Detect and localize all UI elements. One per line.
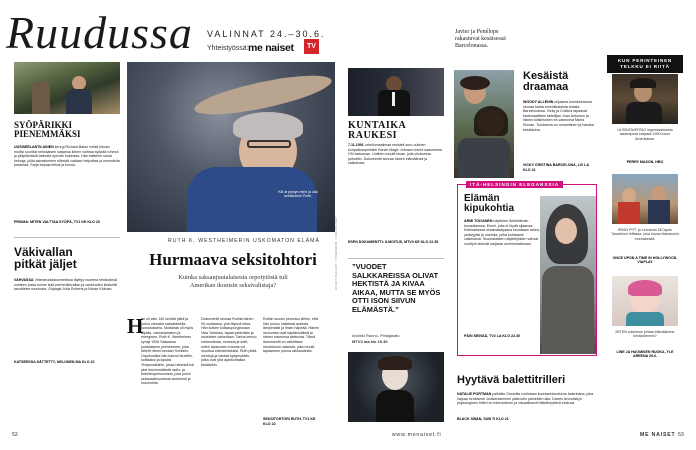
sidebar-item-1-text: UUSINTAVERSIO legendaarisesta asianajosta sarjasta 1990-luvun Amerikassa.: [617, 128, 673, 141]
feature-kicker: RUTH K. WESTHEIMERIN USKOMATON ELÄMÄ: [168, 238, 320, 244]
ali-title-line-2: RAUKESI: [348, 130, 398, 142]
ballet-lead: NATALIE PORTMAN: [457, 392, 492, 396]
kipu-lead: ARMI TOIVANEN: [464, 219, 493, 223]
kipu-photo: [540, 196, 596, 354]
sidebar-item-3-text: MITEN voisimme johtaa elämäämme kestävämmin?: [615, 330, 675, 339]
ballet-body: [457, 392, 597, 416]
feature-col1: än oli vain 140 senttiä pitkä ja puhui vahvalla saksalaisella korostuksella. Muttahän oli myös älykäs, vastustamaton ja energinen. Ruth K. Westheimer syntyi 1928 Saksassa juutalaiseen perheeseen, joka lähetti hänet turvaan Sveitsiin. Orpokodista hän kasvoi Israeliin, sotilaaksi ja lopulta Yhdysvaltoihin, jossa hänestä tuli yksi ensimmäisistä radio- ja televisiopersoonista, joka puhui seksuaalisuudesta avoimesti ja huumorilla.: [141, 317, 194, 386]
summer-title: [523, 71, 568, 93]
summer-body-text: ohjaama kolmiodraama seuraa kahta amerikkalaista turistia Barcelonassa. Vicky ja Cristina tapaavat karismaattisen taiteilijan Juan Antonion ja hänen tulisieluisen ex-vaimonsa María Elenan. Tuloksena on romanttinen ja hauska kesätarina.: [523, 100, 594, 132]
cancer-story-photo: [14, 62, 120, 114]
sidebar-item-2-text: BRAD PITT ja Leonardo DiCaprio Tarantinon leffassa, joka kuvaa Manssonin murhakesää.: [611, 228, 679, 241]
divider: [348, 258, 444, 259]
sidebar-item-3-photo: [612, 276, 678, 326]
kipu-badge: ITÄ-HELSINGIN ELEGANSSIA: [466, 181, 563, 188]
ali-body-text: urheilumaailmaa ravisteli suru-uutinen: koripallosupertähti Earvin Magic Johnson kertoi saaneensa HIV-tartunnan. Uutinen muutti tavan, jolla viruksesta puhuttiin. Dokumentti seuraa hänen elämäänsä ja vaikutusta.: [348, 143, 442, 166]
feature-photo-caption: Kill at pystyn mirin ja olla seksitohtori Ruth.: [278, 190, 318, 199]
sidebar-item-3-footer: LINE JA HUOMISEN RUOKA, YLE AREENA 29.6.: [616, 350, 674, 359]
feature-col2: Dokumentti seuraa Ruthia hänen 90-vuotiaana, yhä täynnä intoa. Hän kulkee kotikaupungissaan New Yorkissa, tapaa ystäviään ja muistelee vaiheitaan. Tarina kertoo rohkeudesta, onnesta ja siitä, miten lapsuuden trauma voi muuttua elämänhaluksi. Ruth pitää luentoja ja vastaa kysymyksiin, jotka ovat yhä ajankohtaisia tänäänkin.: [201, 317, 257, 367]
summer-footer: VICKY CRISTINA BARCELONA, LIV LA KLO 21: [523, 163, 589, 172]
summer-photo: [454, 70, 514, 178]
cancer-footer: PRISMA: MITEN VALTTAA SYÖPÄ, TV1 KE KLO 20: [14, 220, 100, 224]
kipu-title: Elämän kipukohtia: [464, 193, 515, 215]
feature-photo: [127, 62, 335, 232]
cancer-lead: UUSISEELANTILAINEN: [14, 145, 54, 149]
feature-subhead: [138, 274, 328, 290]
feature-subhead-line-1: Kuinka saksanjuutalaisesta orpotytöstä tuli: [178, 274, 288, 281]
fathers-body-text: Vitterseuddokumentissa täyttyy nuorena tehtävänsä suhteen jossa kolme isää perheväkivallan ja vankeuden keskeltä tavoittelee muutosta. Ohjaajat Julia Roberts ja Nicole Kidman.: [14, 278, 117, 292]
ali-body: [348, 143, 444, 239]
ali-footer: ESPN DOKUMENTTI: ILMOITUS, MTV3 KE KLO 22.35: [348, 240, 439, 244]
fathers-title: [14, 246, 77, 270]
ballet-footer: BLACK SWAN, SUB TI KLO 21: [457, 417, 509, 421]
footer-url: www.menaiset.fi: [392, 432, 442, 438]
page-number-left: 52: [12, 432, 18, 438]
feature-headline: Hurmaava seksitohtori: [149, 250, 317, 269]
cancer-body: [14, 145, 120, 219]
page-number-right: 53: [678, 432, 684, 438]
ali-title: [348, 121, 406, 141]
summer-title-line-1: Kesäistä: [523, 70, 569, 82]
footer-brand: ME NAISET: [640, 432, 676, 438]
summer-photo-quote: Javier ja Penélope rakastuvat kesäisessä Barcelonassa.: [455, 29, 506, 49]
partner-label: Yhteistyössä:: [207, 45, 249, 52]
sidebar-item-2-photo: [612, 174, 678, 224]
fathers-lead: VAHVASSA: [14, 278, 34, 282]
vuodet-quote: ”VUODET SALKKAREISSA OLIVAT HEKTISTÄ JA KIVAA AIKAA, MUTTA SE MYÖS OTTI ISON SIIVUN ELÄMÄSTÄ.”: [352, 262, 441, 314]
ali-lead: 7.11.1991: [348, 143, 364, 147]
feature-col3: Ruthin suosio perustuu siihen, että hän puhuu vaikeista asioista lämpimästi ja ilman häpeää. Hänen neuvonsa ovat käytännöllisiä ja hänen naurunsa tarttuvaa. Tämä dokumentti on valloittava muotokuva naisesta, joka muutti tapaamme puhua rakkaudesta.: [263, 317, 320, 354]
ballet-body-text: palkittiin Oscarilla roolistaan ​​kunnianhimoisena balerinana, joka hajoaa henkisesti Joutsenlammen pääroolin paineiden alla. Darren Aronofskyn psykologinen trilleri on intensiivinen ja visuaalisesti hätkähdyttävä elokuva.: [457, 392, 594, 406]
kipu-body: [464, 219, 540, 327]
feature-photo-credit: KUVAT PIXHUB / TINGSMAN / HALIAS NET: [334, 216, 338, 290]
fathers-footer: KATSEESSA KÄTTETTY, NELONEN MA KLO 22: [14, 360, 95, 364]
cancer-body-text: kirurgi Richard Baker vetää hiiman mullisi suuriksi neliosaisen sarjansa kiihen vaihtaa syöpää rohmut ja ylläpitävästä tarinoita syövän hoidossa. Hän esittelee uusia keinoja, joilla sairastuneen elämää voidaan helpottaa ja ennusteita parantaa. Sarja tarjoaa tietoa ja toivoa.: [14, 145, 120, 168]
ali-photo: [348, 68, 444, 116]
sidebar-item-1-footer: PERRY MASON, HBO: [626, 160, 664, 164]
section-script-title: Ruudussa: [6, 7, 193, 58]
fathers-title-line-2: pitkät jäljet: [14, 257, 77, 272]
summer-title-line-2: draamaa: [523, 81, 569, 94]
kipu-footer: PÄIN SEINÄÄ, TV2 LA KLO 22.30: [464, 334, 520, 338]
feature-dropcap: H: [127, 314, 144, 338]
ballet-photo: [348, 352, 444, 422]
ballet-title: Hyytävä balettitrilleri: [457, 374, 566, 386]
fathers-body: [14, 278, 120, 358]
kipu-body-text: näyttelee lähiöelämän kuvauksessa. Emmi, joka ei löydä sijaansa. Kotimaisessa draamasarjassa seurataan arkea, ystävyyttä ja unelmia, jotka kohtaavat vaikeuksia. Suomalaisten näyttelijöiden vahvat roolityöt tekevät sarjasta unohtumattoman.: [464, 219, 540, 246]
cancer-title: [14, 121, 81, 139]
ali-title-line-1: KUNTAIKA: [348, 120, 407, 131]
summer-body: [523, 100, 597, 162]
cancer-title-line-2: PIENEMMÄKSI: [14, 129, 81, 140]
vuodet-footer: MTV3 ma klo 19.30: [352, 339, 388, 344]
date-range: VALINNAT 24.–30.6.: [207, 29, 326, 39]
summer-lead: WOODY ALLENIN: [523, 100, 554, 104]
sidebar-item-1-photo: [612, 74, 678, 124]
cancer-title-line-1: SYÖPÄRIKKI: [14, 120, 73, 130]
partner-brand-logo: me naiset: [248, 42, 294, 54]
feature-footer: SEKSITOHTORI RUTH, TV1 KE KLO 22: [263, 417, 316, 426]
fathers-title-line-1: Väkivallan: [14, 245, 73, 259]
vuodet-attribution: Annikki Rannu, Pihlajasatu: [352, 333, 400, 338]
feature-subhead-line-2: Amerikan ikonisin seksivalistaja?: [189, 282, 277, 289]
divider: [14, 237, 120, 238]
sidebar-item-2-footer: ONCE UPON A TIME IN HOLLYWOOD, VIAPLAY: [612, 256, 678, 265]
tv-logo: TV: [304, 39, 319, 54]
sidebar-header: KUN PERINTEINEN TELKKU EI RIITÄ: [607, 55, 683, 73]
